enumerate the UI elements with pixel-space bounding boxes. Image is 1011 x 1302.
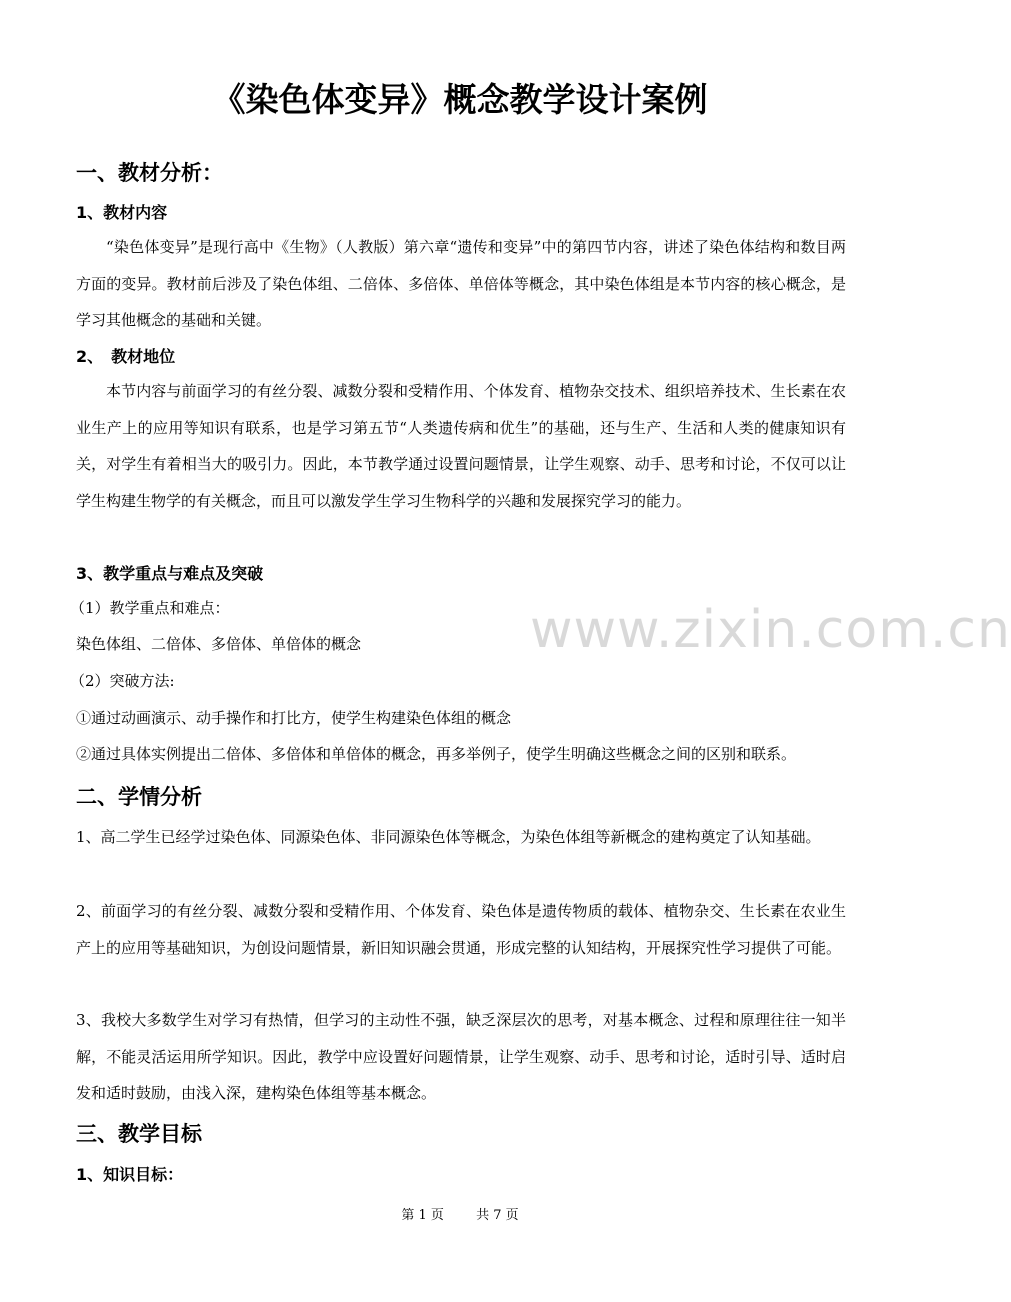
paragraph-textbook-position: 本节内容与前面学习的有丝分裂、减数分裂和受精作用、个体发育、植物杂交技术、组织培养技术、生长素在农业生产上的应用等知识有联系，也是学习第五节“人类遗传病和优生”的基础，还与生产、生活和人类的健康知识有关，对学生有着相当大的吸引力。因此，本节教学通过设置问题情景，让学生观察、动手、思考和讨论，不仅可以让学生构建生物学的有关概念，而且可以激发学生学习生物科学的兴趣和发展探究学习的能力。 — [76, 382, 846, 510]
learner-analysis-item: 3、我校大多数学生对学习有热情，但学习的主动性不强，缺乏深层次的思考，对基本概念、过程和原理往往一知半解，不能灵活运用所学知识。因此，教学中应设置好问题情景，让学生观察、动手、思考和讨论，适时引导、适时启发和适时鼓励，由浅入深，建构染色体组等基本概念。 — [76, 1011, 846, 1102]
page-footer — [0, 1206, 920, 1226]
key-points-line: （1）教学重点和难点： — [70, 599, 230, 617]
subheading-knowledge-objectives: 1、知识目标： — [76, 1165, 184, 1184]
section-heading-teaching-objectives: 三、教学目标 — [76, 1122, 202, 1146]
page-total: 共 7 页 — [476, 1208, 519, 1223]
learner-analysis-item: 1、高二学生已经学过染色体、同源染色体、非同源染色体等概念，为染色体组等新概念的建构奠定了认知基础。 — [76, 828, 821, 846]
subheading-textbook-position: 2、 教材地位 — [76, 347, 176, 366]
learner-analysis-item: 2、前面学习的有丝分裂、减数分裂和受精作用、个体发育、染色体是遗传物质的载体、植物杂交、生长素在农业生产上的应用等基础知识，为创设问题情景，新旧知识融会贯通，形成完整的认知结构，开展探究性学习提供了可能。 — [76, 902, 846, 957]
section-heading-learner-analysis: 二、学情分析 — [76, 785, 202, 809]
subheading-key-points: 3、教学重点与难点及突破 — [76, 564, 264, 583]
key-points-line: ②通过具体实例提出二倍体、多倍体和单倍体的概念，再多举例子，使学生明确这些概念之间的区别和联系。 — [76, 745, 797, 763]
key-points-line: （2）突破方法: — [70, 672, 175, 690]
key-points-line: 染色体组、二倍体、多倍体、单倍体的概念 — [76, 635, 362, 653]
paragraph-textbook-content: “染色体变异”是现行高中《生物》（人教版）第六章“遗传和变异”中的第四节内容，讲述了染色体结构和数目两方面的变异。教材前后涉及了染色体组、二倍体、多倍体、单倍体等概念，其中染色体组是本节内容的核心概念，是学习其他概念的基础和关键。 — [76, 238, 846, 329]
watermark: www.zixin.com.cn — [530, 600, 1011, 660]
document-title: 《染色体变异》概念教学设计案例 — [212, 80, 708, 119]
section-heading-textbook-analysis: 一、教材分析： — [76, 161, 223, 185]
subheading-textbook-content: 1、教材内容 — [76, 203, 168, 222]
key-points-line: ①通过动画演示、动手操作和打比方，使学生构建染色体组的概念 — [76, 709, 512, 727]
page-number: 第 1 页 — [401, 1208, 444, 1223]
